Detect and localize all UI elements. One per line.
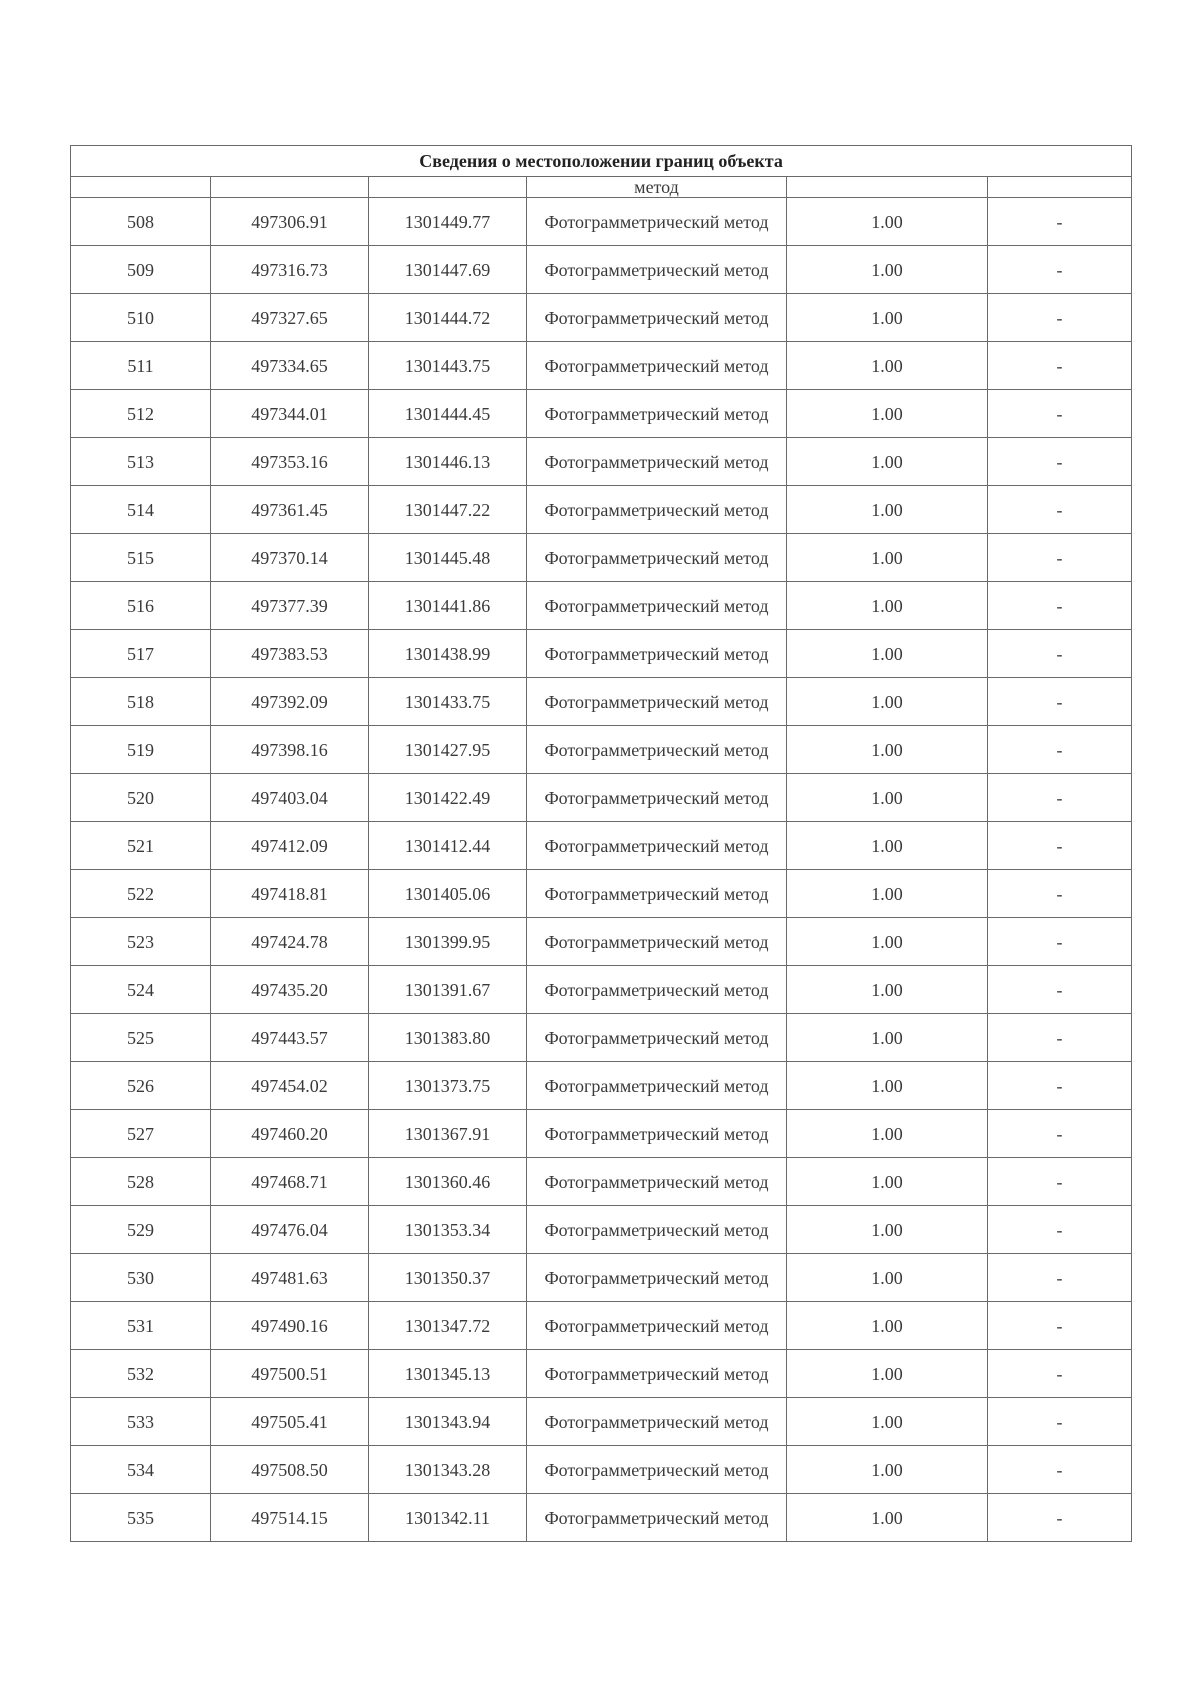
x-coordinate-cell: 497505.41 — [211, 1398, 369, 1446]
point-number-cell: 531 — [71, 1302, 211, 1350]
point-number-cell: 521 — [71, 822, 211, 870]
note-cell: - — [988, 1254, 1132, 1302]
accuracy-cell: 1.00 — [787, 774, 988, 822]
y-coordinate-cell: 1301367.91 — [369, 1110, 527, 1158]
x-coordinate-cell: 497490.16 — [211, 1302, 369, 1350]
continued-cell — [787, 177, 988, 198]
table-row — [71, 390, 1132, 438]
y-coordinate-cell: 1301343.94 — [369, 1398, 527, 1446]
point-number-cell: 509 — [71, 246, 211, 294]
point-number-cell: 530 — [71, 1254, 211, 1302]
point-number-cell: 518 — [71, 678, 211, 726]
accuracy-cell: 1.00 — [787, 1254, 988, 1302]
accuracy-cell: 1.00 — [787, 342, 988, 390]
accuracy-cell: 1.00 — [787, 1158, 988, 1206]
table-row — [71, 1110, 1132, 1158]
note-cell: - — [988, 390, 1132, 438]
accuracy-cell: 1.00 — [787, 1206, 988, 1254]
method-cell: Фотограмметрический метод — [527, 390, 787, 438]
point-number-cell: 528 — [71, 1158, 211, 1206]
continued-row — [71, 177, 1132, 198]
method-cell: Фотограмметрический метод — [527, 1350, 787, 1398]
x-coordinate-cell: 497383.53 — [211, 630, 369, 678]
method-cell: Фотограмметрический метод — [527, 1398, 787, 1446]
table-row — [71, 582, 1132, 630]
note-cell: - — [988, 630, 1132, 678]
table-row — [71, 1446, 1132, 1494]
note-cell: - — [988, 582, 1132, 630]
note-cell: - — [988, 1350, 1132, 1398]
y-coordinate-cell: 1301438.99 — [369, 630, 527, 678]
accuracy-cell: 1.00 — [787, 198, 988, 246]
y-coordinate-cell: 1301345.13 — [369, 1350, 527, 1398]
x-coordinate-cell: 497377.39 — [211, 582, 369, 630]
y-coordinate-cell: 1301445.48 — [369, 534, 527, 582]
table-title: Сведения о местоположении границ объекта — [71, 146, 1132, 177]
table-row — [71, 1302, 1132, 1350]
y-coordinate-cell: 1301447.22 — [369, 486, 527, 534]
point-number-cell: 526 — [71, 1062, 211, 1110]
y-coordinate-cell: 1301422.49 — [369, 774, 527, 822]
table-row — [71, 294, 1132, 342]
continued-cell: метод — [527, 177, 787, 198]
y-coordinate-cell: 1301383.80 — [369, 1014, 527, 1062]
x-coordinate-cell: 497398.16 — [211, 726, 369, 774]
table-row — [71, 486, 1132, 534]
note-cell: - — [988, 438, 1132, 486]
y-coordinate-cell: 1301441.86 — [369, 582, 527, 630]
method-cell: Фотограмметрический метод — [527, 822, 787, 870]
method-cell: Фотограмметрический метод — [527, 1254, 787, 1302]
point-number-cell: 535 — [71, 1494, 211, 1542]
method-cell: Фотограмметрический метод — [527, 630, 787, 678]
method-cell: Фотограмметрический метод — [527, 678, 787, 726]
accuracy-cell: 1.00 — [787, 486, 988, 534]
point-number-cell: 513 — [71, 438, 211, 486]
point-number-cell: 529 — [71, 1206, 211, 1254]
boundary-coordinates-table — [70, 145, 1132, 1542]
accuracy-cell: 1.00 — [787, 438, 988, 486]
x-coordinate-cell: 497403.04 — [211, 774, 369, 822]
note-cell: - — [988, 726, 1132, 774]
method-cell: Фотограмметрический метод — [527, 438, 787, 486]
accuracy-cell: 1.00 — [787, 870, 988, 918]
point-number-cell: 533 — [71, 1398, 211, 1446]
continued-cell — [211, 177, 369, 198]
point-number-cell: 525 — [71, 1014, 211, 1062]
method-cell: Фотограмметрический метод — [527, 1446, 787, 1494]
x-coordinate-cell: 497476.04 — [211, 1206, 369, 1254]
method-cell: Фотограмметрический метод — [527, 486, 787, 534]
y-coordinate-cell: 1301343.28 — [369, 1446, 527, 1494]
accuracy-cell: 1.00 — [787, 294, 988, 342]
method-cell: Фотограмметрический метод — [527, 246, 787, 294]
note-cell: - — [988, 246, 1132, 294]
accuracy-cell: 1.00 — [787, 630, 988, 678]
x-coordinate-cell: 497361.45 — [211, 486, 369, 534]
method-cell: Фотограмметрический метод — [527, 342, 787, 390]
y-coordinate-cell: 1301427.95 — [369, 726, 527, 774]
accuracy-cell: 1.00 — [787, 726, 988, 774]
method-cell: Фотограмметрический метод — [527, 918, 787, 966]
method-cell: Фотограмметрический метод — [527, 726, 787, 774]
note-cell: - — [988, 1110, 1132, 1158]
table-row — [71, 534, 1132, 582]
table-row — [71, 246, 1132, 294]
note-cell: - — [988, 918, 1132, 966]
x-coordinate-cell: 497500.51 — [211, 1350, 369, 1398]
table-row — [71, 870, 1132, 918]
accuracy-cell: 1.00 — [787, 822, 988, 870]
table-row — [71, 1494, 1132, 1542]
accuracy-cell: 1.00 — [787, 582, 988, 630]
table-row — [71, 966, 1132, 1014]
x-coordinate-cell: 497454.02 — [211, 1062, 369, 1110]
accuracy-cell: 1.00 — [787, 390, 988, 438]
table-row — [71, 1014, 1132, 1062]
method-cell: Фотограмметрический метод — [527, 534, 787, 582]
point-number-cell: 527 — [71, 1110, 211, 1158]
table-row — [71, 1062, 1132, 1110]
method-cell: Фотограмметрический метод — [527, 774, 787, 822]
point-number-cell: 515 — [71, 534, 211, 582]
method-cell: Фотограмметрический метод — [527, 198, 787, 246]
note-cell: - — [988, 822, 1132, 870]
y-coordinate-cell: 1301446.13 — [369, 438, 527, 486]
method-cell: Фотограмметрический метод — [527, 1206, 787, 1254]
table-row — [71, 1254, 1132, 1302]
accuracy-cell: 1.00 — [787, 1494, 988, 1542]
accuracy-cell: 1.00 — [787, 1062, 988, 1110]
method-cell: Фотограмметрический метод — [527, 582, 787, 630]
accuracy-cell: 1.00 — [787, 1446, 988, 1494]
x-coordinate-cell: 497468.71 — [211, 1158, 369, 1206]
accuracy-cell: 1.00 — [787, 1302, 988, 1350]
y-coordinate-cell: 1301373.75 — [369, 1062, 527, 1110]
note-cell: - — [988, 1158, 1132, 1206]
note-cell: - — [988, 294, 1132, 342]
x-coordinate-cell: 497392.09 — [211, 678, 369, 726]
continued-cell — [71, 177, 211, 198]
y-coordinate-cell: 1301447.69 — [369, 246, 527, 294]
table-row — [71, 774, 1132, 822]
note-cell: - — [988, 1446, 1132, 1494]
point-number-cell: 508 — [71, 198, 211, 246]
method-cell: Фотограмметрический метод — [527, 1110, 787, 1158]
title-row — [71, 146, 1132, 177]
note-cell: - — [988, 486, 1132, 534]
y-coordinate-cell: 1301405.06 — [369, 870, 527, 918]
table-row — [71, 918, 1132, 966]
note-cell: - — [988, 1206, 1132, 1254]
note-cell: - — [988, 342, 1132, 390]
y-coordinate-cell: 1301444.45 — [369, 390, 527, 438]
note-cell: - — [988, 1062, 1132, 1110]
method-cell: Фотограмметрический метод — [527, 1494, 787, 1542]
table-row — [71, 438, 1132, 486]
table-row — [71, 1398, 1132, 1446]
x-coordinate-cell: 497353.16 — [211, 438, 369, 486]
method-cell: Фотограмметрический метод — [527, 966, 787, 1014]
x-coordinate-cell: 497306.91 — [211, 198, 369, 246]
point-number-cell: 524 — [71, 966, 211, 1014]
y-coordinate-cell: 1301412.44 — [369, 822, 527, 870]
point-number-cell: 512 — [71, 390, 211, 438]
x-coordinate-cell: 497334.65 — [211, 342, 369, 390]
point-number-cell: 511 — [71, 342, 211, 390]
point-number-cell: 532 — [71, 1350, 211, 1398]
note-cell: - — [988, 870, 1132, 918]
point-number-cell: 522 — [71, 870, 211, 918]
table-body — [71, 146, 1132, 1542]
table-row — [71, 342, 1132, 390]
accuracy-cell: 1.00 — [787, 918, 988, 966]
accuracy-cell: 1.00 — [787, 1398, 988, 1446]
note-cell: - — [988, 774, 1132, 822]
y-coordinate-cell: 1301350.37 — [369, 1254, 527, 1302]
x-coordinate-cell: 497344.01 — [211, 390, 369, 438]
continued-cell — [988, 177, 1132, 198]
note-cell: - — [988, 1398, 1132, 1446]
note-cell: - — [988, 198, 1132, 246]
table-row — [71, 1350, 1132, 1398]
note-cell: - — [988, 966, 1132, 1014]
x-coordinate-cell: 497424.78 — [211, 918, 369, 966]
point-number-cell: 517 — [71, 630, 211, 678]
y-coordinate-cell: 1301399.95 — [369, 918, 527, 966]
accuracy-cell: 1.00 — [787, 534, 988, 582]
table-row — [71, 726, 1132, 774]
table-row — [71, 1206, 1132, 1254]
note-cell: - — [988, 678, 1132, 726]
x-coordinate-cell: 497508.50 — [211, 1446, 369, 1494]
method-cell: Фотограмметрический метод — [527, 870, 787, 918]
point-number-cell: 516 — [71, 582, 211, 630]
accuracy-cell: 1.00 — [787, 1350, 988, 1398]
x-coordinate-cell: 497327.65 — [211, 294, 369, 342]
y-coordinate-cell: 1301449.77 — [369, 198, 527, 246]
point-number-cell: 520 — [71, 774, 211, 822]
point-number-cell: 534 — [71, 1446, 211, 1494]
point-number-cell: 523 — [71, 918, 211, 966]
y-coordinate-cell: 1301443.75 — [369, 342, 527, 390]
point-number-cell: 510 — [71, 294, 211, 342]
accuracy-cell: 1.00 — [787, 246, 988, 294]
note-cell: - — [988, 1494, 1132, 1542]
accuracy-cell: 1.00 — [787, 966, 988, 1014]
x-coordinate-cell: 497481.63 — [211, 1254, 369, 1302]
x-coordinate-cell: 497412.09 — [211, 822, 369, 870]
point-number-cell: 514 — [71, 486, 211, 534]
note-cell: - — [988, 534, 1132, 582]
table-row — [71, 198, 1132, 246]
y-coordinate-cell: 1301347.72 — [369, 1302, 527, 1350]
y-coordinate-cell: 1301342.11 — [369, 1494, 527, 1542]
note-cell: - — [988, 1302, 1132, 1350]
table-row — [71, 1158, 1132, 1206]
x-coordinate-cell: 497370.14 — [211, 534, 369, 582]
x-coordinate-cell: 497514.15 — [211, 1494, 369, 1542]
x-coordinate-cell: 497418.81 — [211, 870, 369, 918]
x-coordinate-cell: 497435.20 — [211, 966, 369, 1014]
y-coordinate-cell: 1301360.46 — [369, 1158, 527, 1206]
accuracy-cell: 1.00 — [787, 1014, 988, 1062]
point-number-cell: 519 — [71, 726, 211, 774]
accuracy-cell: 1.00 — [787, 1110, 988, 1158]
x-coordinate-cell: 497443.57 — [211, 1014, 369, 1062]
table-row — [71, 678, 1132, 726]
y-coordinate-cell: 1301353.34 — [369, 1206, 527, 1254]
method-cell: Фотограмметрический метод — [527, 1158, 787, 1206]
method-cell: Фотограмметрический метод — [527, 1302, 787, 1350]
accuracy-cell: 1.00 — [787, 678, 988, 726]
method-cell: Фотограмметрический метод — [527, 1062, 787, 1110]
x-coordinate-cell: 497316.73 — [211, 246, 369, 294]
note-cell: - — [988, 1014, 1132, 1062]
table-row — [71, 630, 1132, 678]
y-coordinate-cell: 1301391.67 — [369, 966, 527, 1014]
continued-cell — [369, 177, 527, 198]
y-coordinate-cell: 1301433.75 — [369, 678, 527, 726]
method-cell: Фотограмметрический метод — [527, 1014, 787, 1062]
method-cell: Фотограмметрический метод — [527, 294, 787, 342]
x-coordinate-cell: 497460.20 — [211, 1110, 369, 1158]
table-row — [71, 822, 1132, 870]
y-coordinate-cell: 1301444.72 — [369, 294, 527, 342]
